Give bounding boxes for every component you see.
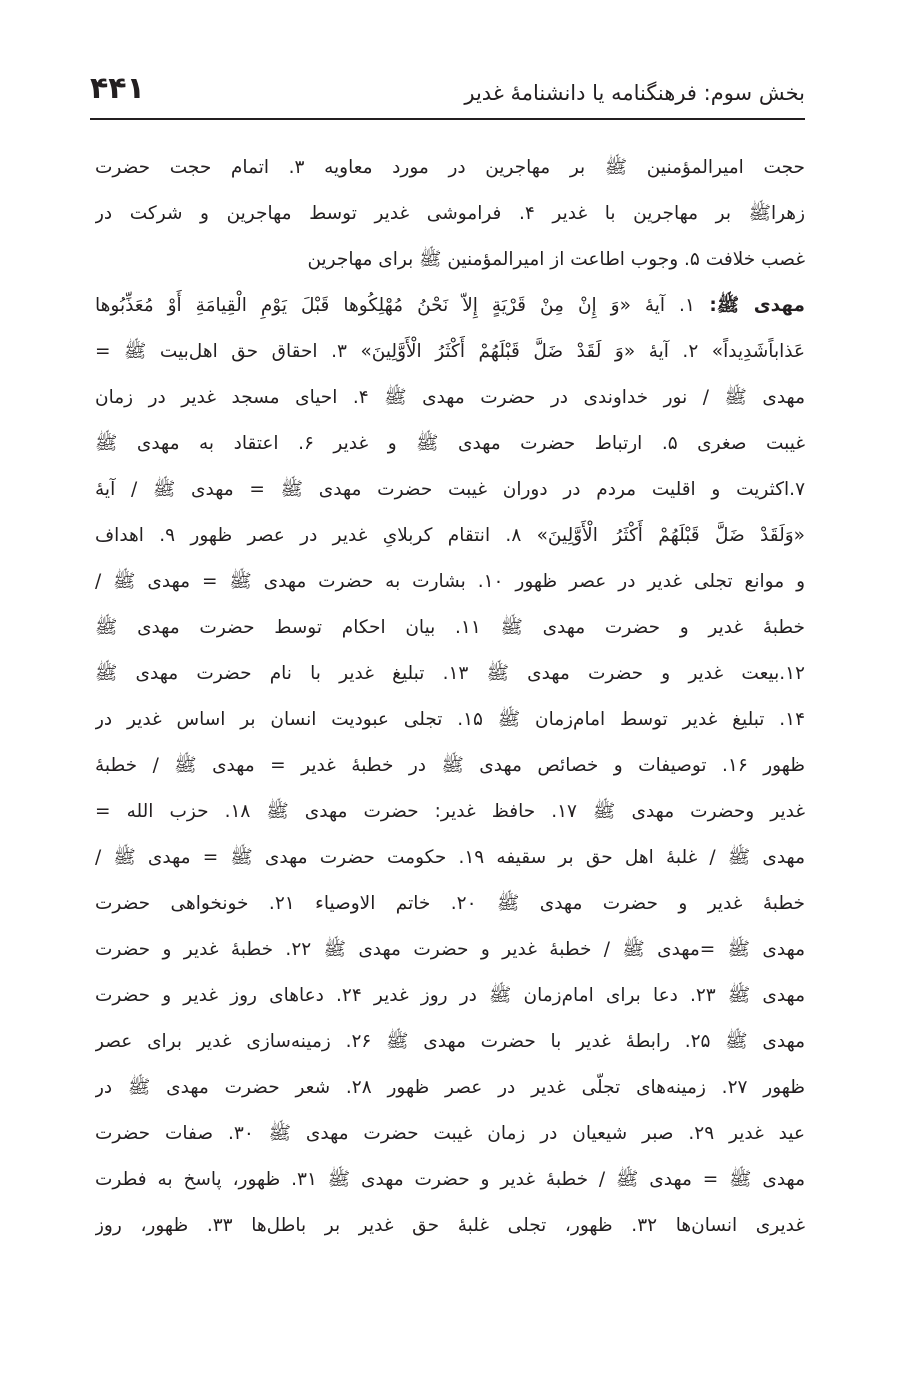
text-line: مهدی ﷺ / نور خداوندی در حضرت مهدی ﷺ ۴. احیای مسجد غدیر در زمان (95, 387, 805, 408)
text-line: مهدی ﷺ ۲۳. دعا برای امام‌زمان ﷺ در روز غدیر ۲۴. دعاهای روز غدیر و حضرت (95, 985, 805, 1006)
text-line: عَذاباًشَدِيداً» ۲. آیهٔ «وَ لَقَدْ ضَلَّ قَبْلَهُمْ أَكْثَرُ الْأَوَّلِينَ» ۳. احقاق حق اهل‌بیت ﷺ = (95, 341, 805, 362)
text-line: غیبت صغری ۵. ارتباط حضرت مهدی ﷺ و غدیر ۶. اعتقاد به مهدی ﷺ (95, 433, 805, 454)
text-line: و موانع تجلی غدیر در عصر ظهور ۱۰. بشارت به حضرت مهدی ﷺ = مهدی ﷺ / (95, 571, 805, 592)
text-line: ۷.اکثریت و اقلیت مردم در دوران غیبت حضرت مهدی ﷺ = مهدی ﷺ / آیهٔ (95, 479, 805, 500)
text-line: مهدی ﷺ / غلبهٔ اهل حق بر سقیفه ۱۹. حکومت حضرت مهدی ﷺ = مهدی ﷺ / (95, 847, 805, 868)
page-header (90, 66, 805, 120)
text-line: ۱۲.بیعت غدیر و حضرت مهدی ﷺ ۱۳. تبلیغ غدیر با نام حضرت مهدی ﷺ (95, 663, 805, 684)
text-line: ظهور ۲۷. زمینه‌های تجلّی غدیر در عصر ظهور ۲۸. شعر حضرت مهدی ﷺ در (95, 1077, 805, 1098)
text-line: غدیری انسان‌ها ۳۲. ظهور، تجلی غلبهٔ حق غدیر بر باطل‌ها ۳۳. ظهور، روز (95, 1215, 805, 1236)
text-line: مهدی ﷺ = مهدی ﷺ / خطبهٔ غدیر و حضرت مهدی ﷺ ۳۱. ظهور، پاسخ به فطرت (95, 1169, 805, 1190)
running-head: بخش سوم: فرهنگنامه یا دانشنامهٔ غدیر (464, 81, 805, 105)
text-line: مهدی ﷺ ۲۵. رابطهٔ غدیر با حضرت مهدی ﷺ ۲۶. زمینه‌سازی غدیر برای عصر (95, 1031, 805, 1052)
text-line: حجت امیرالمؤمنین ﷺ بر مهاجرین در مورد معاویه ۳. اتمام حجت حضرت (95, 157, 805, 178)
text-line: «وَلَقَدْ ضَلَّ قَبْلَهُمْ أَكْثَرُ الْأَوَّلِينَ» ۸. انتقام کربلایِ غدیر در عصر ظهور ۹. اهداف (95, 525, 805, 546)
page-number: ۴۴۱ (90, 71, 145, 106)
text-line: مهدی ﷺ =مهدی ﷺ / خطبهٔ غدیر و حضرت مهدی ﷺ ۲۲. خطبهٔ غدیر و حضرت (95, 939, 805, 960)
text-body (95, 145, 805, 1249)
text-line: ظهور ۱۶. توصیفات و خصائص مهدی ﷺ در خطبهٔ غدیر = مهدی ﷺ / خطبهٔ (95, 755, 805, 776)
text-line: خطبهٔ غدیر و حضرت مهدی ﷺ ۲۰. خاتم الاوصیاء ۲۱. خونخواهی حضرت (95, 893, 805, 914)
text-line: ۱۴. تبلیغ غدیر توسط امام‌زمان ﷺ ۱۵. تجلی عبودیت انسان بر اساس غدیر در (95, 709, 805, 730)
text-line: غصب خلافت ۵. وجوب اطاعت از امیرالمؤمنین ﷺ برای مهاجرین (307, 249, 805, 270)
entry-term: مهدی ﷺ: (694, 295, 805, 316)
text-line: زهراﷺ بر مهاجرین با غدیر ۴. فراموشی غدیر توسط مهاجرین و شرکت در (95, 203, 805, 224)
text-line-entry-start (95, 283, 805, 329)
text-line: غدیر وحضرت مهدی ﷺ ۱۷. حافظ غدیر: حضرت مهدی ﷺ ۱۸. حزب الله = (95, 801, 805, 822)
text-line: عید غدیر ۲۹. صبر شیعیان در زمان غیبت حضرت مهدی ﷺ ۳۰. صفات حضرت (95, 1123, 805, 1144)
entry-text: ۱. آیهٔ «وَ إِنْ مِنْ قَرْيَةٍ إِلاّ نَحْنُ مُهْلِكُوها قَبْلَ يَوْمِ الْقِيامَةِ أَوْ مُعَذِّبُوها (95, 295, 695, 316)
text-line: خطبهٔ غدیر و حضرت مهدی ﷺ ۱۱. بیان احکام توسط حضرت مهدی ﷺ (95, 617, 805, 638)
